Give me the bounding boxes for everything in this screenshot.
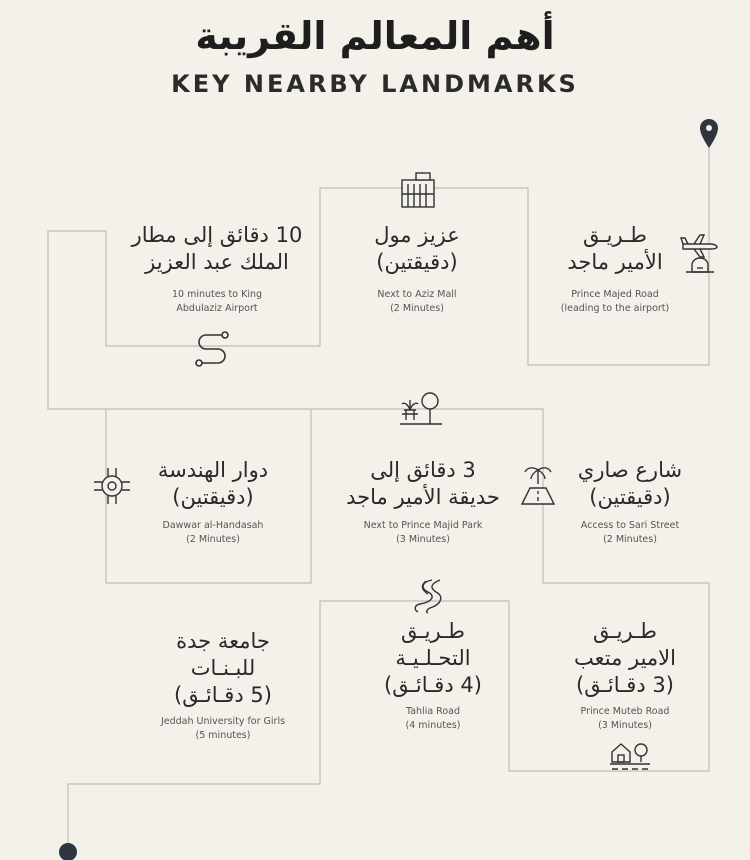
airplane-terminal-icon xyxy=(680,232,720,276)
landmark-jeddah-university-girls xyxy=(128,628,318,743)
landmark-tahlia-road xyxy=(338,618,528,733)
page-title-english: KEY NEARBY LANDMARKS xyxy=(171,70,579,98)
landmark-arabic-label: دوار الهندسة (دقيقتين) xyxy=(157,458,269,509)
landmark-arabic-label: عزيز مول (دقيقتين) xyxy=(374,223,460,274)
landmark-english-label: Access to Sari Street (2 Minutes) xyxy=(580,520,680,545)
page-title-arabic: أهم المعالم القريبة xyxy=(195,14,555,58)
landmark-english-label: Next to Aziz Mall (2 Minutes) xyxy=(377,289,457,314)
park-tree-icon xyxy=(398,390,444,430)
landmark-english-label: Next to Prince Majid Park (3 Minutes) xyxy=(363,520,483,545)
landmark-english-label: Prince Majed Road (leading to the airport) xyxy=(560,289,670,314)
landmark-dawwar-al-handasah xyxy=(118,457,308,547)
end-dot-icon xyxy=(59,843,77,860)
landmark-english-label: Dawwar al-Handasah (2 Minutes) xyxy=(162,520,264,545)
landmark-aziz-mall xyxy=(322,222,512,316)
house-street-icon xyxy=(608,738,652,772)
landmark-english-label: Prince Muteb Road (3 Minutes) xyxy=(580,706,670,731)
route-s-icon xyxy=(192,327,232,367)
mall-building-icon xyxy=(398,170,438,210)
landmark-english-label: Tahlia Road (4 minutes) xyxy=(405,706,461,731)
landmark-sari-street xyxy=(535,457,725,547)
winding-road-icon xyxy=(410,578,450,614)
landmark-arabic-label: 3 دقائق إلى حديقة الأمير ماجد xyxy=(346,458,500,509)
street-palm-icon xyxy=(518,462,558,506)
landmark-arabic-label: شارع صاري (دقيقتين) xyxy=(577,458,683,509)
landmark-english-label: 10 minutes to King Abdulaziz Airport xyxy=(171,289,263,314)
landmark-king-abdulaziz-airport xyxy=(122,222,312,316)
landmark-prince-majid-park xyxy=(328,457,518,547)
landmark-english-label: Jeddah University for Girls (5 minutes) xyxy=(160,716,286,741)
landmark-arabic-label: 10 دقائق إلى مطار الملك عبد العزيز xyxy=(131,223,303,274)
landmark-arabic-label: طـريـق التحـلـيـة (4 دقـائـق) xyxy=(384,619,482,697)
landmark-arabic-label: طـريـق الأمير ماجد xyxy=(567,223,663,274)
start-pin-icon xyxy=(700,119,718,148)
landmark-arabic-label: طـريـق الامير متعب (3 دقـائـق) xyxy=(574,619,676,697)
landmark-arabic-label: جامعة جدة للبـنـات (5 دقـائـق) xyxy=(174,629,272,707)
landmark-prince-muteb-road xyxy=(530,618,720,733)
roundabout-icon xyxy=(92,466,132,506)
